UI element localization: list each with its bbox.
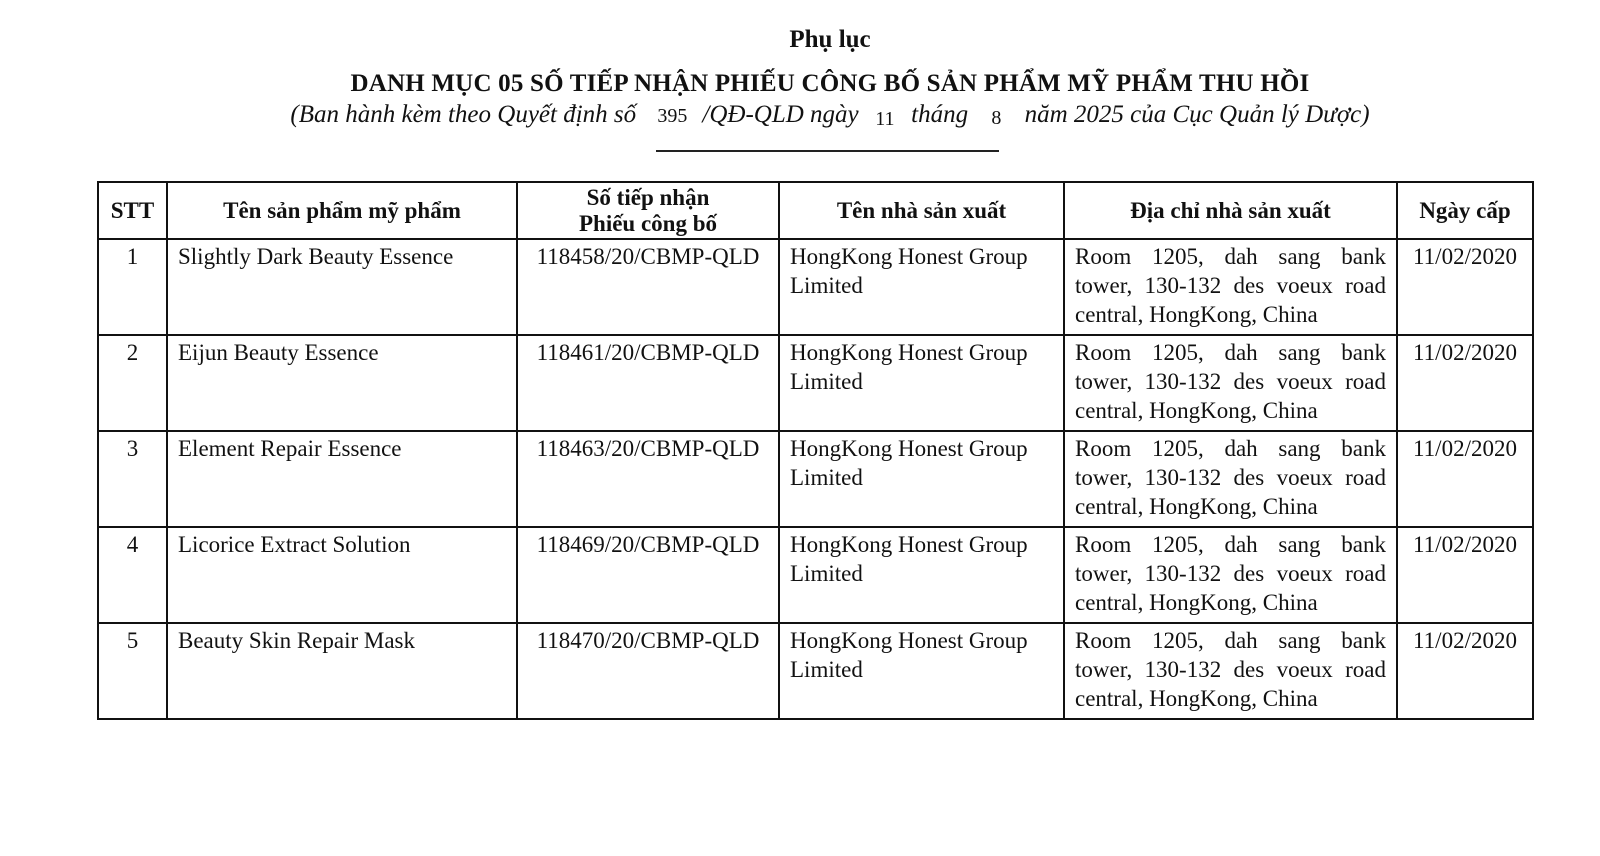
cell-issue-date: 11/02/2020 xyxy=(1397,623,1533,719)
cell-stt: 4 xyxy=(98,527,167,623)
appendix-heading: Phụ lục xyxy=(789,26,871,53)
document-subtitle xyxy=(0,101,1600,129)
cell-receipt-number: 118469/20/CBMP-QLD xyxy=(517,527,779,623)
cell-issue-date: 11/02/2020 xyxy=(1397,431,1533,527)
cell-manufacturer: HongKong Honest Group Limited xyxy=(779,527,1064,623)
cell-manufacturer-address: Room 1205, dah sang bank tower, 130-132 des voeux road central, HongKong, China xyxy=(1064,431,1397,527)
subtitle-part-3: tháng xyxy=(911,101,969,128)
table-row xyxy=(98,335,1533,431)
cell-manufacturer: HongKong Honest Group Limited xyxy=(779,623,1064,719)
decision-number: 395 xyxy=(657,105,688,127)
header-stt: STT xyxy=(98,182,167,239)
cell-product-name: Eijun Beauty Essence xyxy=(167,335,517,431)
header-receipt-number-line1: Số tiếp nhận xyxy=(586,184,710,210)
cell-manufacturer-address: Room 1205, dah sang bank tower, 130-132 des voeux road central, HongKong, China xyxy=(1064,623,1397,719)
cell-manufacturer: HongKong Honest Group Limited xyxy=(779,239,1064,335)
document-title: DANH MỤC 05 SỐ TIẾP NHẬN PHIẾU CÔNG BỐ SẢN PHẨM MỸ PHẨM THU HỒI xyxy=(350,70,1310,97)
cell-receipt-number: 118461/20/CBMP-QLD xyxy=(517,335,779,431)
table-row xyxy=(98,431,1533,527)
table-header-row xyxy=(98,182,1533,239)
cell-receipt-number: 118458/20/CBMP-QLD xyxy=(517,239,779,335)
cell-manufacturer-address: Room 1205, dah sang bank tower, 130-132 des voeux road central, HongKong, China xyxy=(1064,239,1397,335)
table-row xyxy=(98,527,1533,623)
recall-table xyxy=(97,181,1534,720)
cell-stt: 5 xyxy=(98,623,167,719)
header-receipt-number xyxy=(517,182,779,239)
table-row xyxy=(98,623,1533,719)
cell-product-name: Beauty Skin Repair Mask xyxy=(167,623,517,719)
cell-stt: 1 xyxy=(98,239,167,335)
cell-stt: 2 xyxy=(98,335,167,431)
cell-manufacturer-address: Room 1205, dah sang bank tower, 130-132 des voeux road central, HongKong, China xyxy=(1064,335,1397,431)
header-manufacturer: Tên nhà sản xuất xyxy=(779,182,1064,239)
header-receipt-number-line2: Phiếu công bố xyxy=(578,210,718,236)
header-product-name: Tên sản phẩm mỹ phẩm xyxy=(167,182,517,239)
cell-issue-date: 11/02/2020 xyxy=(1397,335,1533,431)
subtitle-part-2: /QĐ-QLD ngày xyxy=(702,101,859,128)
subtitle-part-4: năm 2025 của Cục Quản lý Dược) xyxy=(1024,101,1370,128)
table-row xyxy=(98,239,1533,335)
cell-issue-date: 11/02/2020 xyxy=(1397,239,1533,335)
cell-manufacturer-address: Room 1205, dah sang bank tower, 130-132 des voeux road central, HongKong, China xyxy=(1064,527,1397,623)
cell-product-name: Licorice Extract Solution xyxy=(167,527,517,623)
cell-receipt-number: 118463/20/CBMP-QLD xyxy=(517,431,779,527)
cell-manufacturer: HongKong Honest Group Limited xyxy=(779,431,1064,527)
cell-product-name: Slightly Dark Beauty Essence xyxy=(167,239,517,335)
decision-month: 8 xyxy=(991,107,1002,129)
cell-stt: 3 xyxy=(98,431,167,527)
header-manufacturer-address: Địa chỉ nhà sản xuất xyxy=(1064,182,1397,239)
cell-product-name: Element Repair Essence xyxy=(167,431,517,527)
decision-day: 11 xyxy=(875,108,895,130)
cell-receipt-number: 118470/20/CBMP-QLD xyxy=(517,623,779,719)
cell-manufacturer: HongKong Honest Group Limited xyxy=(779,335,1064,431)
header-issue-date: Ngày cấp xyxy=(1397,182,1533,239)
title-divider xyxy=(656,150,999,152)
subtitle-part-1: (Ban hành kèm theo Quyết định số xyxy=(290,101,637,128)
cell-issue-date: 11/02/2020 xyxy=(1397,527,1533,623)
